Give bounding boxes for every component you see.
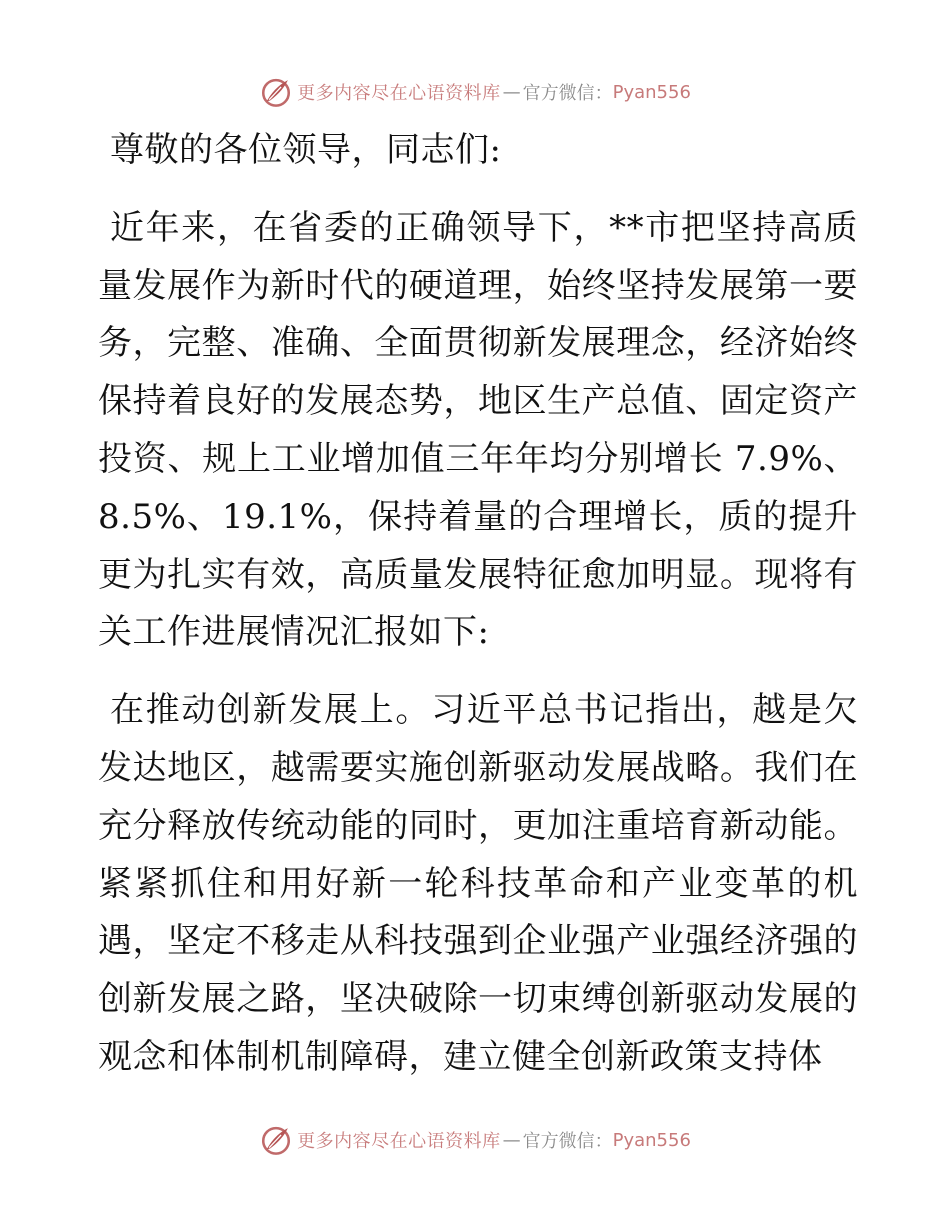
document-body: [98, 122, 858, 1087]
quill-pen-logo-icon: [259, 1123, 293, 1157]
paragraph-gap: [98, 180, 858, 200]
paragraph-innovation: 在推动创新发展上。习近平总书记指出，越是欠发达地区，越需要实施创新驱动发展战略。我们在充分释放传统动能的同时，更加注重培育新动能。紧紧抓住和用好新一轮科技革命和产业变革的机遇，坚定不移走从科技强到企业强产业强经济强的创新发展之路，坚决破除一切束缚创新驱动发展的观念和体制机制障碍，建立健全创新政策支持体: [98, 690, 858, 1077]
watermark-wechat-handle: Pyan556: [612, 81, 691, 103]
quill-pen-logo-icon: [259, 75, 293, 109]
watermark-wechat-label: 官方微信：: [522, 83, 613, 104]
paragraph-gap: [98, 662, 858, 682]
watermark-site-text: 更多内容尽在心语资料库: [297, 83, 501, 104]
watermark-dash: —: [502, 81, 521, 103]
paragraph-intro: 近年来，在省委的正确领导下，**市把坚持高质量发展作为新时代的硬道理，始终坚持发展第一要务，完整、准确、全面贯彻新发展理念，经济始终保持着良好的发展态势，地区生产总值、固定资产投资、规上工业增加值三年年均分别增长 7.9%、8.5%、19.1%，保持着量的合理增长，质的提升更为扎实有效，高质量发展特征愈加明显。现将有关工作进展情况汇报如下:: [98, 207, 858, 653]
footer-watermark: [0, 1120, 950, 1160]
header-watermark: [0, 72, 950, 112]
watermark-wechat-label: 官方微信：: [522, 1131, 613, 1152]
watermark-dash: —: [502, 1129, 521, 1151]
salutation: 尊敬的各位领导，同志们:: [110, 130, 502, 170]
watermark-wechat-handle: Pyan556: [612, 1129, 691, 1151]
watermark-site-text: 更多内容尽在心语资料库: [297, 1131, 501, 1152]
